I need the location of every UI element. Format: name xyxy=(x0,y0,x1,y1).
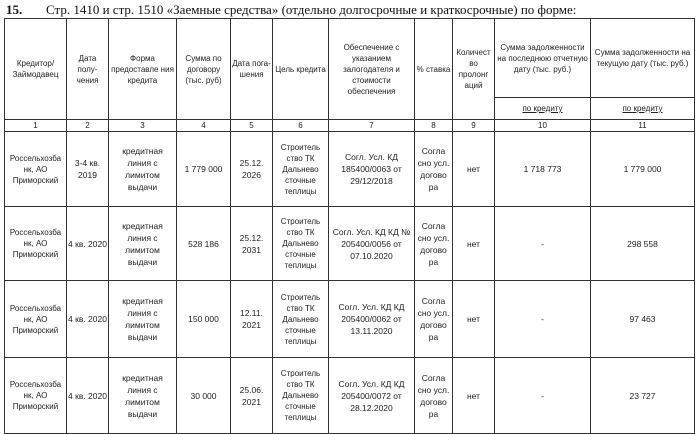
header-rollovers: Количест во пролонг аций xyxy=(453,19,495,120)
cell-due-date: 25.06. 2021 xyxy=(231,358,273,434)
table-row xyxy=(5,358,695,434)
header-date-received: Дата полу- чения xyxy=(67,19,109,120)
cell-creditor: Россельхозба нк, АО Приморский xyxy=(5,281,67,358)
cell-collateral: Согл. Усл. КД КД 205400/0062 от 13.11.2020 xyxy=(329,281,415,358)
section-title: Стр. 1410 и стр. 1510 «Заемные средства» (отдельно долгосрочные и краткосрочные) по форме: xyxy=(46,2,577,17)
cell-collateral: Согл. Усл. КД 185400/0063 от 29/12/2018 xyxy=(329,132,415,207)
table-row xyxy=(5,207,695,281)
cell-due-date: 25.12. 2031 xyxy=(231,207,273,281)
cell-date-received: 3-4 кв. 2019 xyxy=(67,132,109,207)
cell-debt-current: 1 779 000 xyxy=(591,132,695,207)
cell-purpose: Строитель ство ТК Дальнево сточные теплицы xyxy=(273,132,329,207)
cell-form: кредитная линия с лимитом выдачи xyxy=(109,207,177,281)
cell-debt-last: - xyxy=(495,358,591,434)
header-rate: % ставка xyxy=(415,19,453,120)
cell-amount: 1 779 000 xyxy=(177,132,231,207)
col-number: 1 xyxy=(5,120,67,132)
header-collateral: Обеспечение с указанием залогодателя и стоимости обеспечения xyxy=(329,19,415,120)
col-number: 10 xyxy=(495,120,591,132)
cell-rate: Согла сно усл. догово ра xyxy=(415,358,453,434)
cell-purpose: Строитель ство ТК Дальнево сточные теплицы xyxy=(273,281,329,358)
cell-collateral: Согл. Усл. КД КД № 205400/0056 от 07.10.2020 xyxy=(329,207,415,281)
cell-form: кредитная линия с лимитом выдачи xyxy=(109,358,177,434)
header-amount: Сумма по договору (тыс. руб) xyxy=(177,19,231,120)
col-number: 11 xyxy=(591,120,695,132)
cell-debt-last: - xyxy=(495,281,591,358)
header-form: Форма предоставле ния кредита xyxy=(109,19,177,120)
column-number-row xyxy=(5,120,695,132)
table-row xyxy=(5,281,695,358)
col-number: 4 xyxy=(177,120,231,132)
cell-debt-current: 97 463 xyxy=(591,281,695,358)
section-number: 15. xyxy=(6,2,23,17)
header-due-date: Дата пога- шения xyxy=(231,19,273,120)
cell-rollovers: нет xyxy=(453,358,495,434)
cell-rollovers: нет xyxy=(453,132,495,207)
cell-collateral: Согл. Усл. КД КД 205400/0072 от 28.12.2020 xyxy=(329,358,415,434)
loans-table xyxy=(4,18,695,434)
cell-debt-last: - xyxy=(495,207,591,281)
cell-amount: 30 000 xyxy=(177,358,231,434)
cell-date-received: 4 кв. 2020 xyxy=(67,207,109,281)
col-number: 5 xyxy=(231,120,273,132)
cell-rollovers: нет xyxy=(453,207,495,281)
cell-creditor: Россельхозба нк, АО Приморский xyxy=(5,207,67,281)
cell-due-date: 12.11. 2021 xyxy=(231,281,273,358)
cell-form: кредитная линия с лимитом выдачи xyxy=(109,132,177,207)
cell-amount: 528 186 xyxy=(177,207,231,281)
cell-rate: Согла сно усл. догово ра xyxy=(415,132,453,207)
cell-purpose: Строитель ство ТК Дальнево сточные теплицы xyxy=(273,207,329,281)
header-purpose: Цель кредита xyxy=(273,19,329,120)
col-number: 3 xyxy=(109,120,177,132)
cell-form: кредитная линия с лимитом выдачи xyxy=(109,281,177,358)
section-heading xyxy=(6,2,696,18)
cell-debt-last: 1 718 773 xyxy=(495,132,591,207)
col-number: 8 xyxy=(415,120,453,132)
cell-purpose: Строитель ство ТК Дальнево сточные теплицы xyxy=(273,358,329,434)
header-debt-last: Сумма задолженности на последнюю отчетную дату (тыс. руб.) xyxy=(495,19,591,98)
table-header-row xyxy=(5,19,695,98)
cell-amount: 150 000 xyxy=(177,281,231,358)
cell-debt-current: 298 558 xyxy=(591,207,695,281)
cell-date-received: 4 кв. 2020 xyxy=(67,281,109,358)
col-number: 2 xyxy=(67,120,109,132)
col-number: 7 xyxy=(329,120,415,132)
cell-date-received: 4 кв. 2020 xyxy=(67,358,109,434)
cell-due-date: 25.12. 2026 xyxy=(231,132,273,207)
col-number: 6 xyxy=(273,120,329,132)
cell-creditor: Россельхозба нк, АО Приморский xyxy=(5,358,67,434)
cell-rollovers: нет xyxy=(453,281,495,358)
cell-creditor: Россельхозба нк, АО Приморский xyxy=(5,132,67,207)
header-debt-current: Сумма задолженности на текущую дату (тыс. руб.) xyxy=(591,19,695,98)
col-number: 9 xyxy=(453,120,495,132)
subheader-debt-current: по кредиту xyxy=(591,98,695,120)
cell-rate: Согла сно усл. догово ра xyxy=(415,281,453,358)
subheader-debt-last: по кредиту xyxy=(495,98,591,120)
cell-debt-current: 23 727 xyxy=(591,358,695,434)
table-row xyxy=(5,132,695,207)
header-creditor: Кредитор/ Займодавец xyxy=(5,19,67,120)
cell-rate: Согла сно усл. догово ра xyxy=(415,207,453,281)
